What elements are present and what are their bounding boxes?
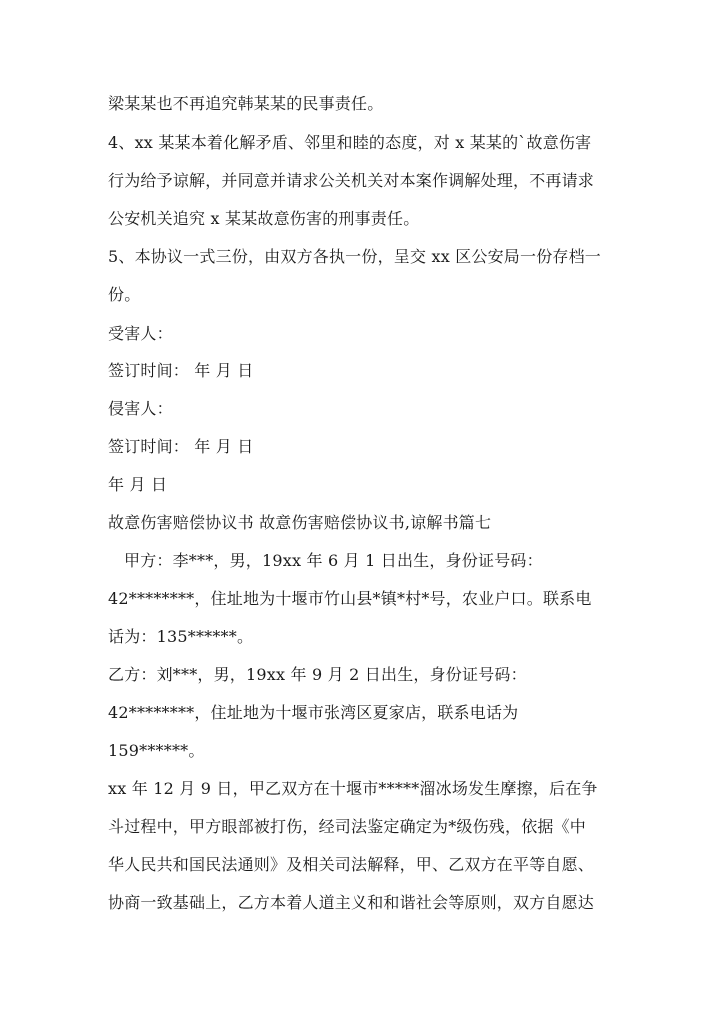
text-line: 梁某某也不再追究韩某某的民事责任。 <box>108 94 384 113</box>
section-title: 故意伤害赔偿协议书 故意伤害赔偿协议书,谅解书篇七 <box>108 513 492 532</box>
text-line: 5、本协议一式三份，由双方各执一份，呈交 xx 区公安局一份存档一 <box>108 247 601 266</box>
text-line: 斗过程中，甲方眼部被打伤，经司法鉴定确定为*级伤残，依据《中 <box>108 817 587 836</box>
text-line: 份。 <box>108 285 141 304</box>
offender-label: 侵害人： <box>108 399 173 418</box>
text-line: xx 年 12 月 9 日，甲乙双方在十堰市*****溜冰场发生摩擦，后在争 <box>108 779 598 798</box>
text-line: 乙方：刘***，男，19xx 年 9 月 2 日出生，身份证号码： <box>108 665 527 684</box>
text-line: 42********，住址地为十堰市张湾区夏家店，联系电话为 <box>108 703 519 722</box>
text-line: 话为：135******。 <box>108 627 254 646</box>
text-line: 甲方：李***，男，19xx 年 6 月 1 日出生，身份证号码： <box>124 551 543 570</box>
signing-date-line: 签订时间： 年 月 日 <box>108 437 254 456</box>
text-line: 42********，住址地为十堰市竹山县*镇*村*号，农业户口。联系电 <box>108 589 592 608</box>
text-line: 159******。 <box>108 741 205 760</box>
signing-date-line: 签订时间： 年 月 日 <box>108 361 254 380</box>
victim-label: 受害人： <box>108 324 173 343</box>
text-line: 行为给予谅解，并同意并请求公关机关对本案作调解处理，不再请求 <box>108 171 595 190</box>
text-line: 公安机关追究 x 某某故意伤害的刑事责任。 <box>108 209 420 228</box>
date-line: 年 月 日 <box>108 475 168 494</box>
text-line: 协商一致基础上，乙方本着人道主义和和谐社会等原则，双方自愿达 <box>108 893 595 912</box>
text-line: 华人民共和国民法通则》及相关司法解释，甲、乙双方在平等自愿、 <box>108 855 595 874</box>
text-line: 4、xx 某某本着化解矛盾、邻里和睦的态度，对 x 某某的`故意伤害 <box>108 133 592 152</box>
